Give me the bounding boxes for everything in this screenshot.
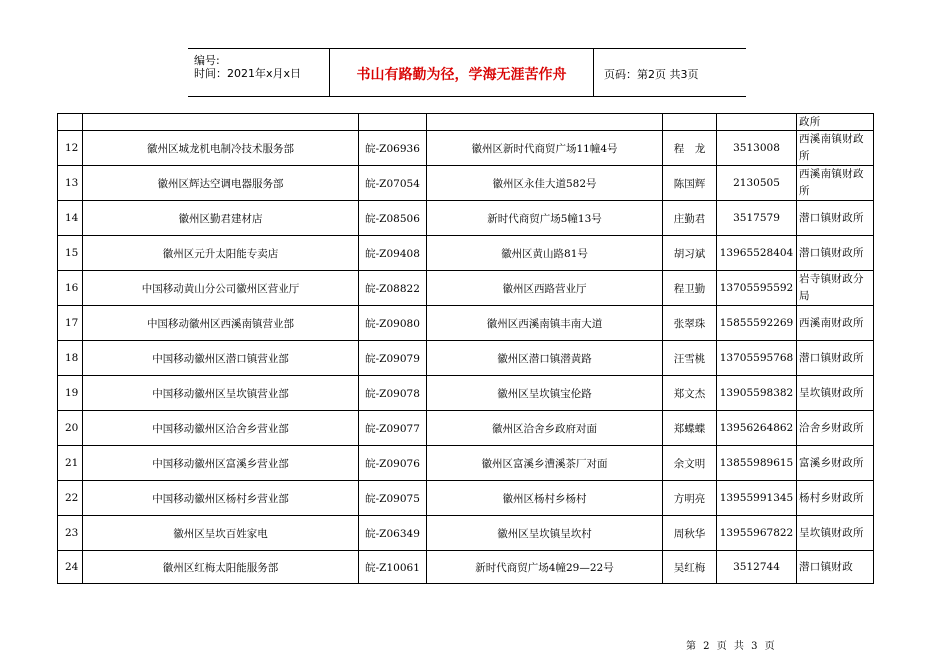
address-cell: 徽州区西路营业厅 [427,271,663,306]
no-cell: 24 [58,551,83,584]
person-cell: 程 龙 [663,131,717,166]
org-cell: 洽舍乡财政所 [797,411,874,446]
person-cell: 吴红梅 [663,551,717,584]
phone-cell: 13905598382 [717,376,797,411]
name-cell: 中国移动徽州区杨村乡营业部 [83,481,359,516]
no-cell: 18 [58,341,83,376]
header-motto-cell [330,49,594,96]
code-cell: 皖-Z09076 [359,446,427,481]
table-row [58,481,874,516]
address-cell: 徽州区黄山路81号 [427,236,663,271]
no-cell: 20 [58,411,83,446]
address-cell: 新时代商贸广场5幢13号 [427,201,663,236]
address-cell [427,114,663,131]
org-cell: 潜口镇财政 [797,551,874,584]
no-cell: 13 [58,166,83,201]
person-cell: 余文明 [663,446,717,481]
person-cell: 庄勤君 [663,201,717,236]
address-cell: 徽州区永佳大道582号 [427,166,663,201]
name-cell: 中国移动徽州区潜口镇营业部 [83,341,359,376]
code-cell: 皖-Z10061 [359,551,427,584]
phone-cell: 3512744 [717,551,797,584]
address-cell: 徽州区潜口镇潜黄路 [427,341,663,376]
org-cell: 政所 [797,114,874,131]
code-cell: 皖-Z09077 [359,411,427,446]
name-cell: 徽州区勤君建材店 [83,201,359,236]
name-cell: 中国移动黄山分公司徽州区营业厅 [83,271,359,306]
code-cell: 皖-Z09078 [359,376,427,411]
name-cell: 徽州区红梅太阳能服务部 [83,551,359,584]
table-row [58,516,874,551]
code-cell: 皖-Z09075 [359,481,427,516]
code-cell: 皖-Z08822 [359,271,427,306]
address-cell: 徽州区呈坎镇宝伦路 [427,376,663,411]
phone-cell: 3517579 [717,201,797,236]
table-row [58,306,874,341]
no-cell: 23 [58,516,83,551]
phone-cell [717,114,797,131]
address-cell: 徽州区富溪乡漕溪茶厂对面 [427,446,663,481]
org-cell: 呈坎镇财政所 [797,376,874,411]
table-row [58,131,874,166]
code-cell: 皖-Z06936 [359,131,427,166]
address-cell: 徽州区杨村乡杨村 [427,481,663,516]
person-cell: 陈国辉 [663,166,717,201]
name-cell: 徽州区呈坎百姓家电 [83,516,359,551]
address-cell: 徽州区新时代商贸广场11幢4号 [427,131,663,166]
no-cell: 19 [58,376,83,411]
document-header [188,48,746,97]
table-row [58,236,874,271]
name-cell: 中国移动徽州区洽舍乡营业部 [83,411,359,446]
code-label: 编号: [194,54,220,67]
header-page-cell [594,49,746,96]
no-cell: 21 [58,446,83,481]
org-cell: 呈坎镇财政所 [797,516,874,551]
person-cell: 郑文杰 [663,376,717,411]
page-number-label: 页码：第2页 共3页 [604,68,699,81]
org-cell: 潜口镇财政所 [797,236,874,271]
table-row [58,446,874,481]
no-cell [58,114,83,131]
person-cell: 程卫勤 [663,271,717,306]
org-cell: 岩寺镇财政分局 [797,271,874,306]
name-cell: 徽州区元升太阳能专卖店 [83,236,359,271]
name-cell: 徽州区辉达空调电器服务部 [83,166,359,201]
address-cell: 徽州区呈坎镇呈坎村 [427,516,663,551]
name-cell [83,114,359,131]
page-footer: 第 2 页 共 3 页 [686,641,777,652]
table-row [58,551,874,584]
person-cell [663,114,717,131]
table-row [58,166,874,201]
person-cell: 胡习斌 [663,236,717,271]
merchant-table [57,113,874,584]
address-cell: 新时代商贸广场4幢29—22号 [427,551,663,584]
no-cell: 12 [58,131,83,166]
code-cell: 皖-Z09408 [359,236,427,271]
no-cell: 16 [58,271,83,306]
address-cell: 徽州区西溪南镇丰南大道 [427,306,663,341]
person-cell: 汪雪桃 [663,341,717,376]
org-cell: 富溪乡财政所 [797,446,874,481]
org-cell: 西溪南镇财政所 [797,166,874,201]
phone-cell: 13965528404 [717,236,797,271]
phone-cell: 13955967822 [717,516,797,551]
table-row [58,114,874,131]
phone-cell: 2130505 [717,166,797,201]
code-cell: 皖-Z07054 [359,166,427,201]
person-cell: 周秋华 [663,516,717,551]
org-cell: 潜口镇财政所 [797,201,874,236]
phone-cell: 13855989615 [717,446,797,481]
phone-cell: 15855592269 [717,306,797,341]
org-cell: 西溪南财政所 [797,306,874,341]
no-cell: 17 [58,306,83,341]
name-cell: 中国移动徽州区呈坎镇营业部 [83,376,359,411]
phone-cell: 13705595592 [717,271,797,306]
motto: 书山有路勤为径，学海无涯苦作舟 [356,67,567,83]
code-cell: 皖-Z09079 [359,341,427,376]
code-cell: 皖-Z06349 [359,516,427,551]
address-cell: 徽州区洽舍乡政府对面 [427,411,663,446]
no-cell: 22 [58,481,83,516]
org-cell: 杨村乡财政所 [797,481,874,516]
table-row [58,376,874,411]
person-cell: 方明亮 [663,481,717,516]
name-cell: 中国移动徽州区富溪乡营业部 [83,446,359,481]
person-cell: 郑蝶蝶 [663,411,717,446]
org-cell: 潜口镇财政所 [797,341,874,376]
phone-cell: 13705595768 [717,341,797,376]
table-row [58,341,874,376]
time-label: 时间：2021年x月x日 [194,67,302,80]
phone-cell: 13955991345 [717,481,797,516]
no-cell: 15 [58,236,83,271]
phone-cell: 3513008 [717,131,797,166]
header-info-cell [188,49,330,96]
code-cell [359,114,427,131]
code-cell: 皖-Z08506 [359,201,427,236]
code-cell: 皖-Z09080 [359,306,427,341]
phone-cell: 13956264862 [717,411,797,446]
name-cell: 徽州区城龙机电制冷技术服务部 [83,131,359,166]
table-row [58,271,874,306]
table-row [58,411,874,446]
person-cell: 张翠珠 [663,306,717,341]
no-cell: 14 [58,201,83,236]
org-cell: 西溪南镇财政所 [797,131,874,166]
table-row [58,201,874,236]
name-cell: 中国移动徽州区西溪南镇营业部 [83,306,359,341]
